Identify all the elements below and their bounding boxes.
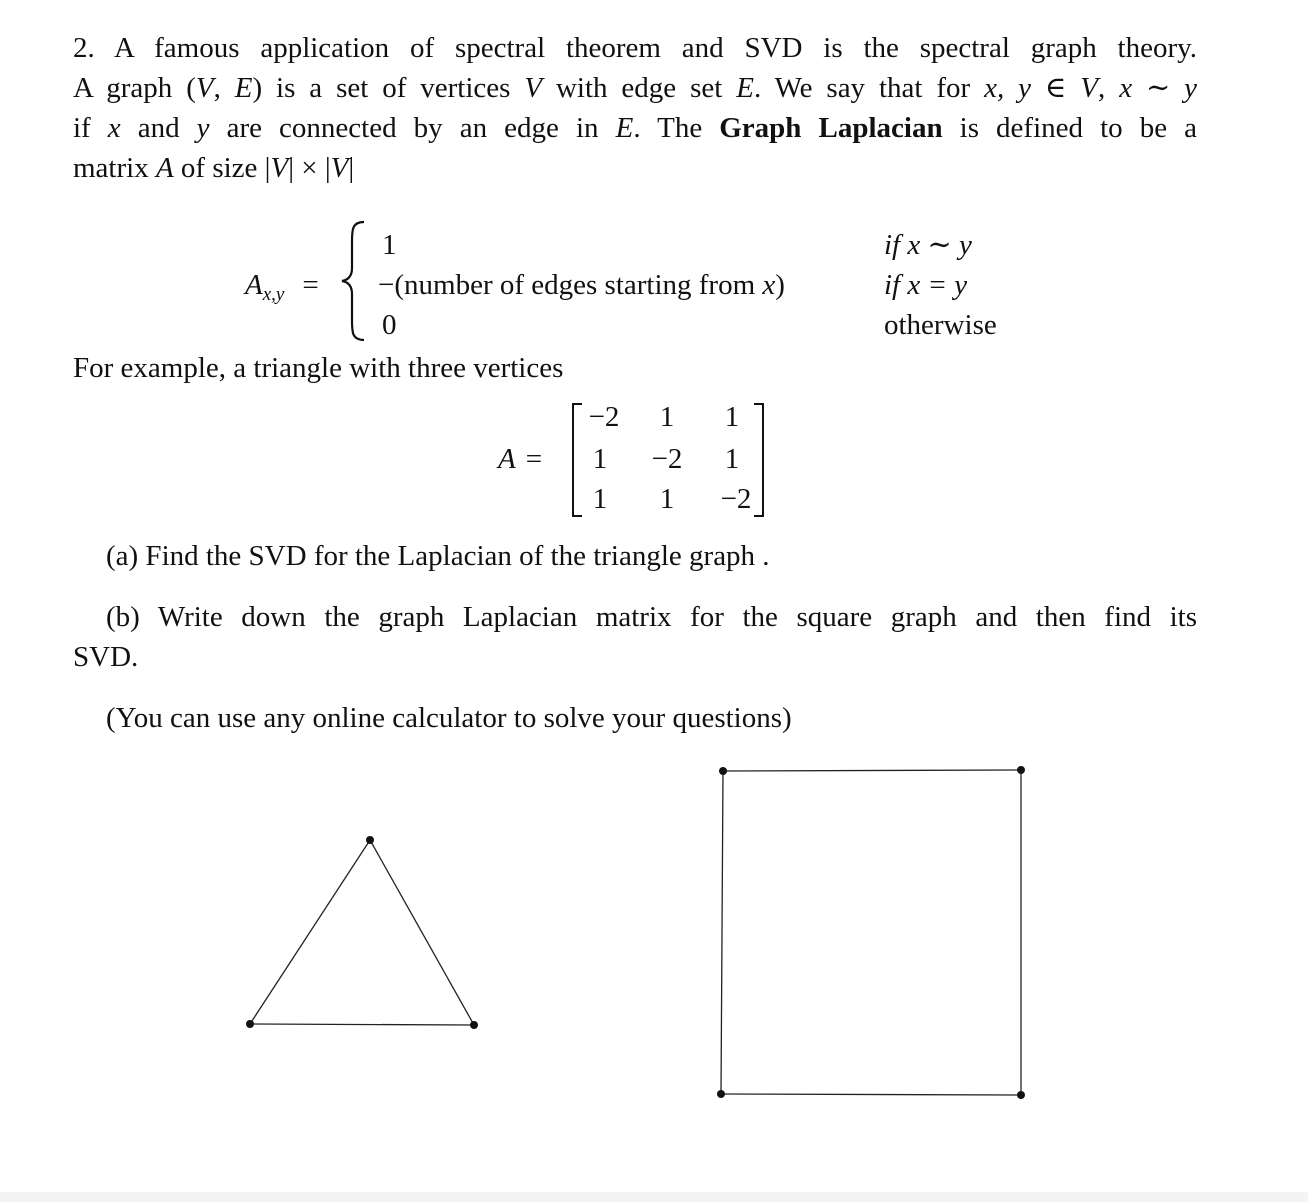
part-b-line-2: SVD.: [73, 641, 139, 673]
matrix-cell: 1: [592, 443, 608, 475]
matrix-cell: −2: [588, 401, 620, 433]
square-graph: [717, 766, 1025, 1099]
case-3-value: 0: [382, 309, 397, 341]
intro3-var-x: x: [107, 112, 121, 144]
page-bottom-edge: [0, 1192, 1308, 1202]
intro2-var-e2: E: [736, 72, 754, 104]
matrix-cell: 1: [659, 401, 675, 433]
triangle-graph: [246, 836, 478, 1029]
intro2-var-v2: V: [524, 72, 543, 104]
intro2-comma: ,: [213, 72, 235, 104]
triangle-vertex: [246, 1020, 254, 1028]
case-2-text: −(number of edges starting from: [378, 269, 763, 301]
intro4-text-2: of size |: [173, 152, 271, 184]
part-b-line-1: (b) Write down the graph Laplacian matrix for the square graph and then find its: [106, 601, 1197, 633]
intro-text-1: A famous application of spectral theorem and SVD is the spectral graph theory.: [113, 32, 1197, 64]
case-2-close: ): [775, 269, 785, 301]
matrix-cell: −2: [720, 483, 752, 515]
graph-laplacian-term: Graph Laplacian: [719, 112, 943, 144]
intro2-var-e: E: [234, 72, 253, 104]
intro2-text-5: ,: [1098, 72, 1120, 104]
example-var-a: A: [498, 443, 516, 475]
matrix-cell: 1: [659, 483, 675, 515]
intro3-text: if: [73, 112, 108, 144]
intro4-text: matrix: [73, 152, 156, 184]
intro4-text-3: | × |: [288, 152, 331, 184]
matrix-cell: −2: [651, 443, 683, 475]
square-vertex: [719, 767, 727, 775]
intro2-in: ∈: [1031, 72, 1081, 104]
part-a: (a) Find the SVD for the Laplacian of the triangle graph .: [106, 540, 770, 572]
definition-var-a: A: [245, 269, 263, 301]
definition-equals: =: [302, 269, 319, 301]
intro2-text-3: with edge set: [542, 72, 737, 104]
intro2-var-xy: x, y: [984, 72, 1031, 104]
square-vertex: [1017, 766, 1025, 774]
calculator-note: (You can use any online calculator to solve your questions): [106, 702, 792, 734]
example-equals: =: [525, 443, 543, 475]
intro3-text-4: . The: [633, 112, 720, 144]
intro2-text: A graph (: [73, 72, 196, 104]
problem-number: 2.: [73, 32, 95, 64]
intro3-var-e: E: [615, 112, 634, 144]
intro2-var-v: V: [195, 72, 214, 104]
matrix-cell: 1: [724, 401, 740, 433]
intro4-var-v: V: [270, 152, 289, 184]
case-2-condition: if x = y: [884, 269, 968, 301]
square-vertex: [1017, 1091, 1025, 1099]
intro3-text-3: are connected by an edge in: [209, 112, 616, 144]
intro3-text-5: is defined to be a: [942, 112, 1198, 144]
intro2-text-4: . We say that for: [753, 72, 985, 104]
case-3-condition: otherwise: [884, 309, 997, 341]
example-text: For example, a triangle with three vertices: [73, 352, 564, 384]
matrix-cell: 1: [724, 443, 740, 475]
intro2-var-v3: V: [1080, 72, 1099, 104]
case-1-value: 1: [382, 229, 397, 261]
definition-subscript: x,y: [262, 284, 285, 305]
triangle-vertex: [366, 836, 374, 844]
triangle-vertex: [470, 1021, 478, 1029]
intro4-text-4: |: [348, 152, 355, 184]
case-1-condition: if x ∼ y: [884, 229, 972, 261]
matrix-cell: 1: [592, 483, 608, 515]
case-2-var: x: [762, 269, 776, 301]
intro2-relation: x ∼ y: [1119, 72, 1198, 104]
square-vertex: [717, 1090, 725, 1098]
intro3-var-y: y: [196, 112, 210, 144]
intro4-var-a: A: [155, 152, 174, 184]
intro4-var-v2: V: [330, 152, 349, 184]
intro2-text-2: ) is a set of vertices: [252, 72, 525, 104]
intro3-text-2: and: [120, 112, 197, 144]
